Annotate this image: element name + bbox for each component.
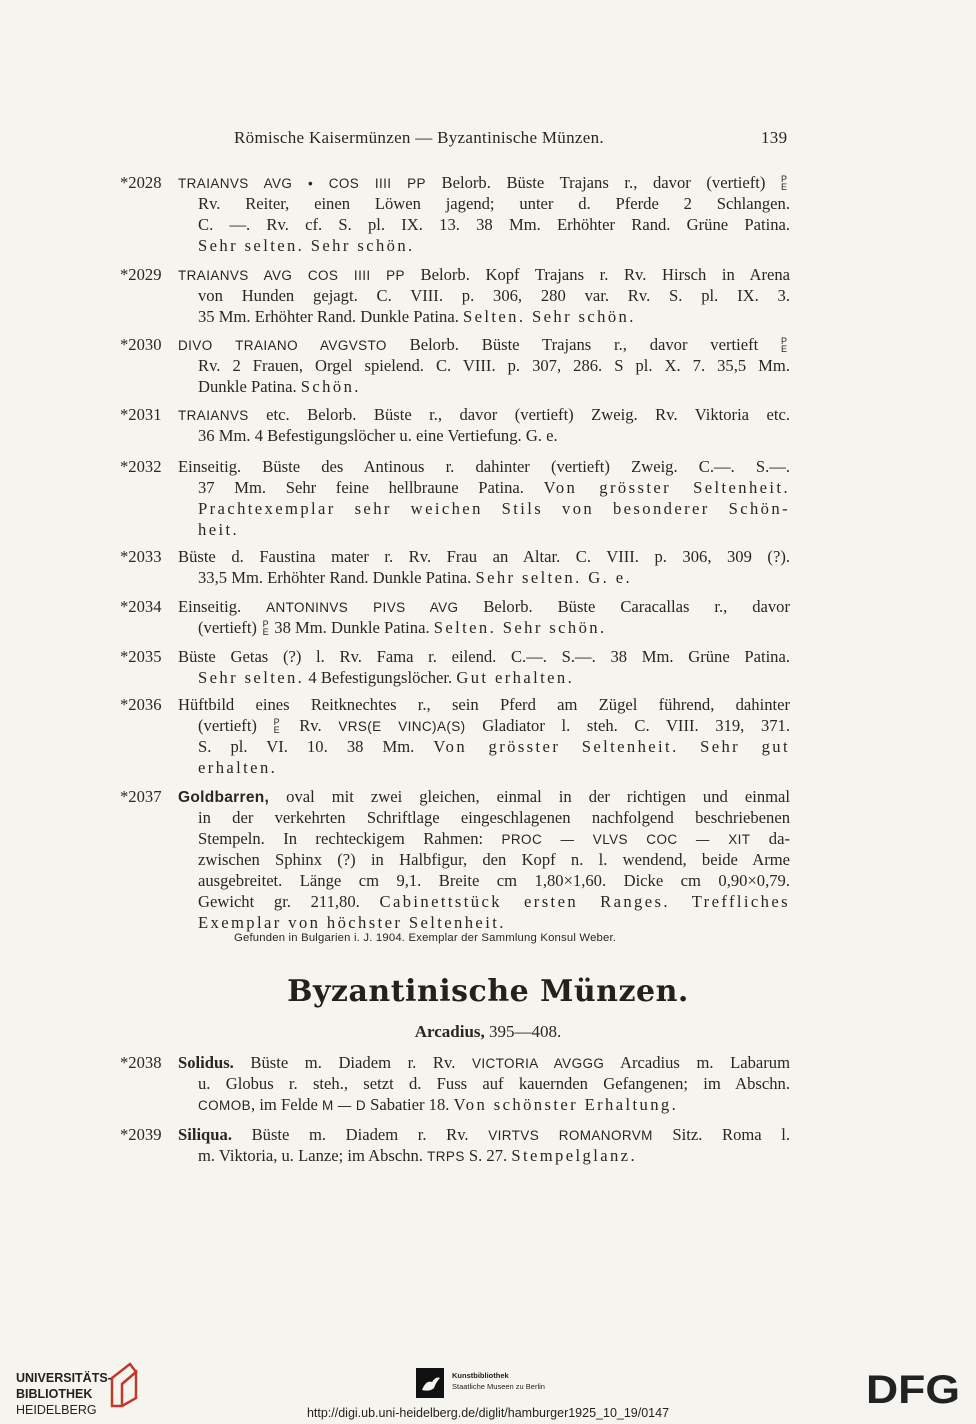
entry-description [178, 694, 790, 778]
kunstbibliothek-name: Kunstbibliothek [452, 1371, 509, 1380]
text-run: Belorb. Büste Trajans r., davor vertieft [386, 335, 781, 354]
entry-line [178, 172, 790, 193]
text-run: 35 Mm. Erhöhter Rand. Dunkle Patina. [198, 307, 463, 326]
text-run: (vertieft) [198, 618, 262, 637]
entry-line [178, 757, 790, 778]
text-run: Selten. Sehr schön. [433, 618, 607, 637]
entry-number: *2039 [120, 1125, 162, 1144]
entry-description [178, 264, 790, 327]
text-run: Stempeln. In rechteckigem Rahmen: [198, 829, 502, 848]
text-run: Schön. [300, 377, 361, 396]
text-run: Sitz. Roma l. [652, 1125, 791, 1144]
page-number: 139 [761, 128, 788, 147]
text-run: Dunkle Patina. [198, 377, 301, 396]
entry-line [178, 807, 790, 828]
dfg-logo[interactable] [866, 1371, 962, 1407]
entry-line [178, 891, 790, 912]
permalink-url[interactable]: http://digi.ub.uni-heidelberg.de/diglit/hamburger1925_10_19/0147 [306, 1406, 670, 1420]
entry-description [178, 1124, 790, 1166]
text-run: Goldbarren, [178, 789, 270, 806]
text-run: Siliqua. [178, 1125, 232, 1144]
entry-line [178, 214, 790, 235]
text-run: ANTONINVS PIVS AVG [266, 600, 459, 615]
text-run: Stempelglanz. [511, 1146, 637, 1165]
text-run: Von grösster Seltenheit. Sehr gut [433, 737, 790, 756]
catalogue-entry [120, 404, 790, 446]
entry-line [178, 1124, 790, 1145]
entry-line [178, 1094, 790, 1115]
text-run: PROC — VLVS COC — XIT [501, 832, 751, 847]
library-line-2: BIBLIOTHEK [16, 1387, 93, 1401]
text-run: Exemplar von höchster Seltenheit. [198, 913, 506, 932]
text-run: erhalten. [198, 758, 278, 777]
pe-monogram: P E [262, 619, 269, 637]
text-run: 33,5 Mm. Erhöhter Rand. Dunkle Patina. [198, 568, 476, 587]
text-run: Belorb. Büste Caracallas r., davor [458, 597, 791, 616]
text-run: TRAIANVS [178, 408, 249, 423]
entry-line [178, 456, 790, 477]
text-run: Hüftbild eines Reitknechtes r., sein Pferd am Zügel führend, dahinter [178, 695, 790, 714]
entry-line [178, 667, 790, 688]
entry-number: *2028 [120, 173, 162, 192]
entry-description [178, 334, 790, 397]
entry-description [178, 546, 790, 588]
text-run: Gut erhalten. [456, 668, 575, 687]
entry-line [178, 694, 790, 715]
catalogue-entry [120, 264, 790, 327]
text-run: Von schönster Erhaltung. [453, 1095, 679, 1114]
text-run: Sehr selten. [198, 668, 305, 687]
entry-line [178, 567, 790, 588]
text-run: VIRTVS ROMANORVM [488, 1128, 653, 1143]
text-run: TRAIANVS AVG • COS IIII PP [178, 176, 426, 191]
section-title: Byzantinische Münzen. [287, 974, 689, 1009]
entry-number: *2035 [120, 647, 162, 666]
entry-description [178, 404, 790, 446]
entry-number: *2037 [120, 787, 162, 806]
text-run: ausgebreitet. Länge cm 9,1. Breite cm 1,80×1,60. Dicke cm 0,90×0,79. [198, 871, 790, 890]
entry-line [178, 849, 790, 870]
kunstbibliothek-subtitle: Staatliche Museen zu Berlin [452, 1382, 545, 1391]
entry-line [178, 306, 790, 327]
entry-line [178, 1145, 790, 1166]
entry-line [178, 285, 790, 306]
entry-description [178, 596, 790, 638]
text-run: DIVO TRAIANO AVGVSTO [178, 338, 387, 353]
text-run: Gewicht gr. 211,80. [198, 892, 380, 911]
entry-line [178, 736, 790, 757]
catalogue-entry [120, 334, 790, 397]
catalogue-entry [120, 596, 790, 638]
text-run: Büste Getas (?) l. Rv. Fama r. eilend. C.—. S.—. 38 Mm. Grüne Patina. [178, 647, 790, 666]
text-run: u. Globus r. steh., setzt d. Fuss auf kauernden Gefangenen; im Abschn. [198, 1074, 790, 1093]
text-run: Einseitig. Büste des Antinous r. dahinter (vertieft) Zweig. C.—. S.—. [178, 457, 790, 476]
text-run: Rv. [282, 716, 339, 735]
catalogue-entry [120, 456, 790, 540]
entry-number: *2034 [120, 597, 162, 616]
text-run: COMOB [198, 1098, 252, 1113]
entry-number: *2031 [120, 405, 162, 424]
text-run: Sehr selten. G. e. [475, 568, 633, 587]
entry-line [178, 264, 790, 285]
pe-monogram: P E [781, 336, 788, 354]
text-run: Büste m. Diadem r. Rv. [231, 1125, 489, 1144]
entry-description [178, 786, 790, 933]
text-run: Sehr selten. Sehr schön. [198, 236, 415, 255]
text-run: C. —. Rv. cf. S. pl. IX. 13. 38 Mm. Erhöhter Rand. Grüne Patina. [198, 215, 790, 234]
entry-number: *2033 [120, 547, 162, 566]
text-run: M — D [322, 1098, 366, 1113]
entry-line [178, 1073, 790, 1094]
text-run: Cabinettstück ersten Ranges. Treffliches [379, 892, 790, 911]
text-run: zwischen Sphinx (?) in Halbfigur, den Kopf n. l. wendend, beide Arme [198, 850, 790, 869]
entry-line [178, 715, 790, 736]
catalogue-entry [120, 786, 790, 933]
text-run: TRAIANVS AVG COS IIII PP [178, 268, 405, 283]
pe-monogram: P E [781, 174, 788, 192]
entry-line [178, 912, 790, 933]
ub-logo-mark-icon [108, 1362, 140, 1408]
text-run: Prachtexemplar sehr weichen Stils von besonderer Schön- [198, 499, 790, 518]
entry-line [178, 477, 790, 498]
text-run: 38 Mm. Dunkle Patina. [270, 618, 434, 637]
entry-line [178, 828, 790, 849]
ruler-years: 395—408. [484, 1022, 562, 1041]
text-run: TRPS [427, 1149, 465, 1164]
running-head-title: Römische Kaisermünzen — Byzantinische Münzen. [234, 128, 604, 147]
text-run: Einseitig. [178, 597, 267, 616]
entry-description [178, 646, 790, 688]
text-run: Rv. 2 Frauen, Orgel spielend. C. VIII. p. 307, 286. S pl. X. 7. 35,5 Mm. [198, 356, 790, 375]
entry-line [178, 519, 790, 540]
entry-line [178, 546, 790, 567]
text-run: Sabatier 18. [366, 1095, 454, 1114]
catalogue-entry [120, 1052, 790, 1115]
text-run: Solidus. [178, 1053, 234, 1072]
text-run: Büste m. Diadem r. Rv. [233, 1053, 472, 1072]
entry-line [178, 786, 790, 807]
entry-description [178, 1052, 790, 1115]
entry-line [178, 596, 790, 617]
catalogue-entry [120, 646, 790, 688]
text-run: Gladiator l. steh. C. VIII. 319, 371. [465, 716, 790, 735]
entry-line [178, 334, 790, 355]
entry-line [178, 870, 790, 891]
pe-monogram: P E [273, 717, 280, 735]
text-run: heit. [198, 520, 240, 539]
entry-number: *2029 [120, 265, 162, 284]
text-run: (vertieft) [198, 716, 274, 735]
entry-number: *2032 [120, 457, 162, 476]
entry-line [178, 193, 790, 214]
text-run: VICTORIA AVGGG [471, 1056, 605, 1071]
text-run: oval mit zwei gleichen, einmal in der richtigen und einmal [269, 787, 790, 806]
text-run: m. Viktoria, u. Lanze; im Abschn. [198, 1146, 428, 1165]
text-run: etc. Belorb. Büste r., davor (vertieft) Zweig. Rv. Viktoria etc. [248, 405, 790, 424]
text-run: Arcadius m. Labarum [604, 1053, 790, 1072]
text-run: 37 Mm. Sehr feine hellbraune Patina. [198, 478, 544, 497]
provenance-note-text: Gefunden in Bulgarien i. J. 1904. Exemplar der Sammlung Konsul Weber. [234, 932, 617, 944]
entry-description [178, 172, 790, 256]
ruler-name: Arcadius, [414, 1022, 485, 1041]
text-run: 4 Befestigungslöcher. [304, 668, 457, 687]
text-run: da- [750, 829, 790, 848]
entry-line [178, 404, 790, 425]
entry-line [178, 235, 790, 256]
entry-line [178, 646, 790, 667]
entry-description [178, 456, 790, 540]
text-run: VRS(E VINC)A(S) [338, 719, 466, 734]
text-run: Belorb. Büste Trajans r., davor (vertieft) [425, 173, 782, 192]
text-run: Selten. Sehr schön. [463, 307, 636, 326]
dfg-logo-text: DFG [866, 1371, 960, 1407]
text-run: , im Felde [251, 1095, 322, 1114]
text-run: S. 27. [464, 1146, 512, 1165]
catalogue-entry [120, 172, 790, 256]
catalogue-entry [120, 694, 790, 778]
kunstbibliothek-logo[interactable] [414, 1366, 594, 1402]
entry-line [178, 355, 790, 376]
kunstbibliothek-eagle-icon [416, 1368, 444, 1398]
text-run: Büste d. Faustina mater r. Rv. Frau an Altar. C. VIII. p. 306, 309 (?). [178, 547, 790, 566]
entry-line [178, 498, 790, 519]
text-run: S. pl. VI. 10. 38 Mm. [198, 737, 434, 756]
catalogue-entry [120, 1124, 790, 1166]
text-run: in der verkehrten Schriftlage eingeschlagenen nachfolgend beschriebenen [198, 808, 790, 827]
text-run: von Hunden gejagt. C. VIII. p. 306, 280 var. Rv. S. pl. IX. 3. [198, 286, 790, 305]
entry-number: *2030 [120, 335, 162, 354]
ruler-heading [0, 1022, 976, 1042]
text-run: Von grösster Seltenheit. [543, 478, 790, 497]
entry-line [178, 617, 790, 638]
entry-number: *2038 [120, 1053, 162, 1072]
catalogue-entry [120, 546, 790, 588]
text-run: 36 Mm. 4 Befestigungslöcher u. eine Vertiefung. G. e. [198, 426, 558, 445]
text-run: Rv. Reiter, einen Löwen jagend; unter d. Pferde 2 Schlangen. [198, 194, 790, 213]
entry-line [178, 376, 790, 397]
library-line-1: UNIVERSITÄTS- [16, 1371, 112, 1385]
entry-line [178, 1052, 790, 1073]
entry-line [178, 425, 790, 446]
library-line-3: HEIDELBERG [16, 1403, 97, 1417]
text-run: Belorb. Kopf Trajans r. Rv. Hirsch in Arena [404, 265, 790, 284]
entry-number: *2036 [120, 695, 162, 714]
